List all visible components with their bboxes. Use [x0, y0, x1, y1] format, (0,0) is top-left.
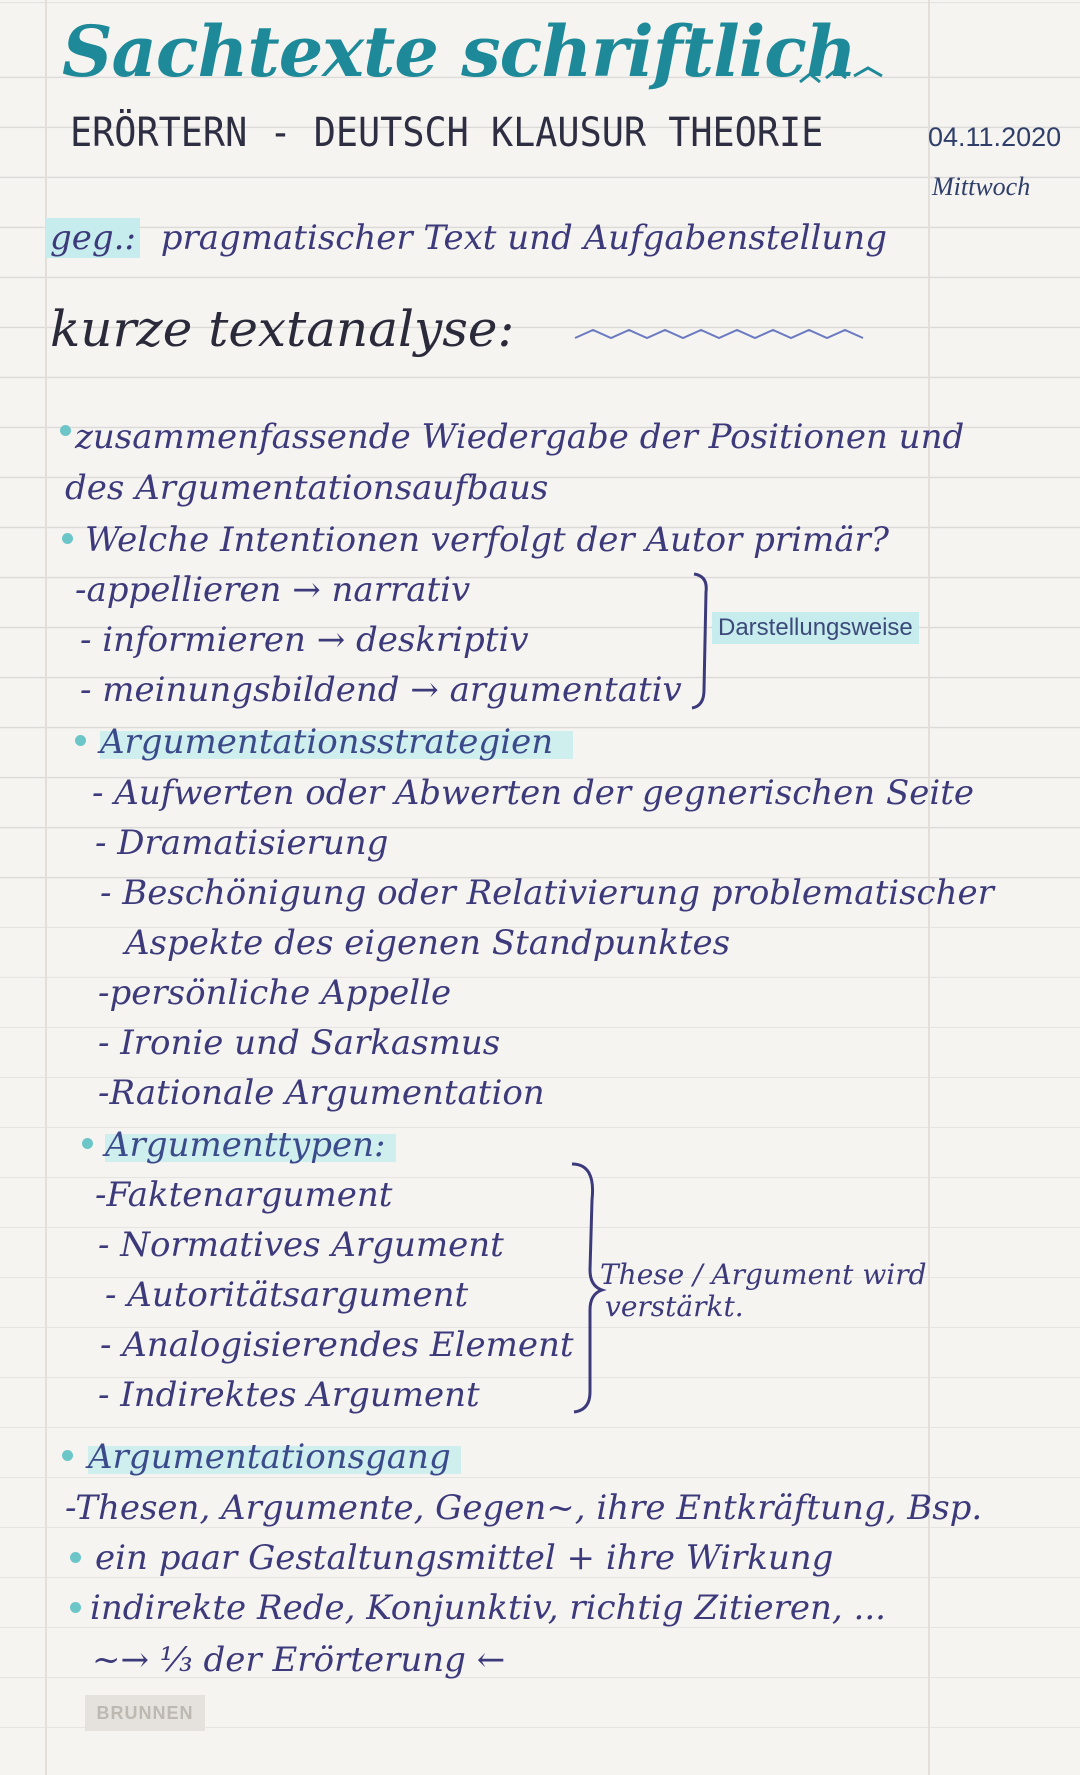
course-line-4: ~→ ⅓ der Erörterung ←: [92, 1640, 506, 1680]
type-item: - Analogisierendes Element: [100, 1325, 574, 1365]
strategy-item: Aspekte des eigenen Standpunktes: [125, 923, 731, 963]
strategy-item: - Ironie und Sarkasmus: [98, 1023, 501, 1063]
strategies-heading: Argumentationsstrategien: [100, 722, 573, 762]
intention-item: -appellieren → narrativ: [75, 570, 471, 610]
strategy-item: -Rationale Argumentation: [98, 1073, 545, 1113]
course-heading: Argumentationsgang: [88, 1437, 461, 1477]
intention-item: - informieren → deskriptiv: [80, 620, 529, 660]
margin-line-left: [45, 0, 47, 1775]
course-line-1: -Thesen, Argumente, Gegen~, ihre Entkräftung, Bsp.: [65, 1488, 983, 1528]
types-note-line-1: These / Argument wird: [600, 1258, 927, 1291]
intentions-question: Welche Intentionen verfolgt der Autor primär?: [85, 520, 889, 560]
heading-squiggle: [575, 320, 935, 350]
summary-line-2: des Argumentationsaufbaus: [65, 468, 549, 508]
notebook-brand-logo: BRUNNEN: [85, 1695, 205, 1731]
bullet-dot: [75, 735, 86, 746]
bullet-dot: [70, 1552, 81, 1563]
type-item: - Indirektes Argument: [98, 1375, 480, 1415]
strategy-item: - Dramatisierung: [95, 823, 389, 863]
section-heading: kurze textanalyse:: [50, 300, 515, 358]
course-line-2: ein paar Gestaltungsmittel + ihre Wirkung: [95, 1538, 834, 1578]
types-note-line-2: verstärkt.: [605, 1290, 744, 1323]
types-heading: Argumenttypen:: [105, 1125, 396, 1165]
page-title: Sachtexte schriftlich: [62, 10, 856, 93]
type-item: - Normatives Argument: [98, 1225, 504, 1265]
strategy-item: - Aufwerten oder Abwerten der gegnerischen Seite: [92, 773, 975, 813]
bullet-dot: [70, 1602, 81, 1613]
intention-item: - meinungsbildend → argumentativ: [80, 670, 682, 710]
date-label: 04.11.2020: [928, 122, 1062, 152]
given-label: geg.:: [46, 218, 140, 258]
type-item: - Autoritätsargument: [105, 1275, 469, 1315]
title-squiggle: [800, 60, 930, 90]
bullet-dot: [62, 533, 73, 544]
summary-line-1: zusammenfassende Wiedergabe der Positionen und: [75, 417, 965, 457]
course-line-3: indirekte Rede, Konjunktiv, richtig Zitieren, ...: [90, 1588, 886, 1628]
weekday-label: Mittwoch: [932, 172, 1031, 201]
bullet-dot: [62, 1450, 73, 1461]
strategy-item: -persönliche Appelle: [98, 973, 452, 1013]
type-item: -Faktenargument: [95, 1175, 393, 1215]
given-line: [46, 218, 887, 258]
presentation-tag: Darstellungsweise: [712, 612, 919, 644]
bullet-dot: [60, 425, 71, 436]
strategy-item: - Beschönigung oder Relativierung problematischer: [100, 873, 994, 913]
page-subtitle: ERÖRTERN - DEUTSCH KLAUSUR THEORIE: [70, 110, 824, 156]
given-text: pragmatischer Text und Aufgabenstellung: [160, 218, 887, 258]
bullet-dot: [82, 1138, 93, 1149]
